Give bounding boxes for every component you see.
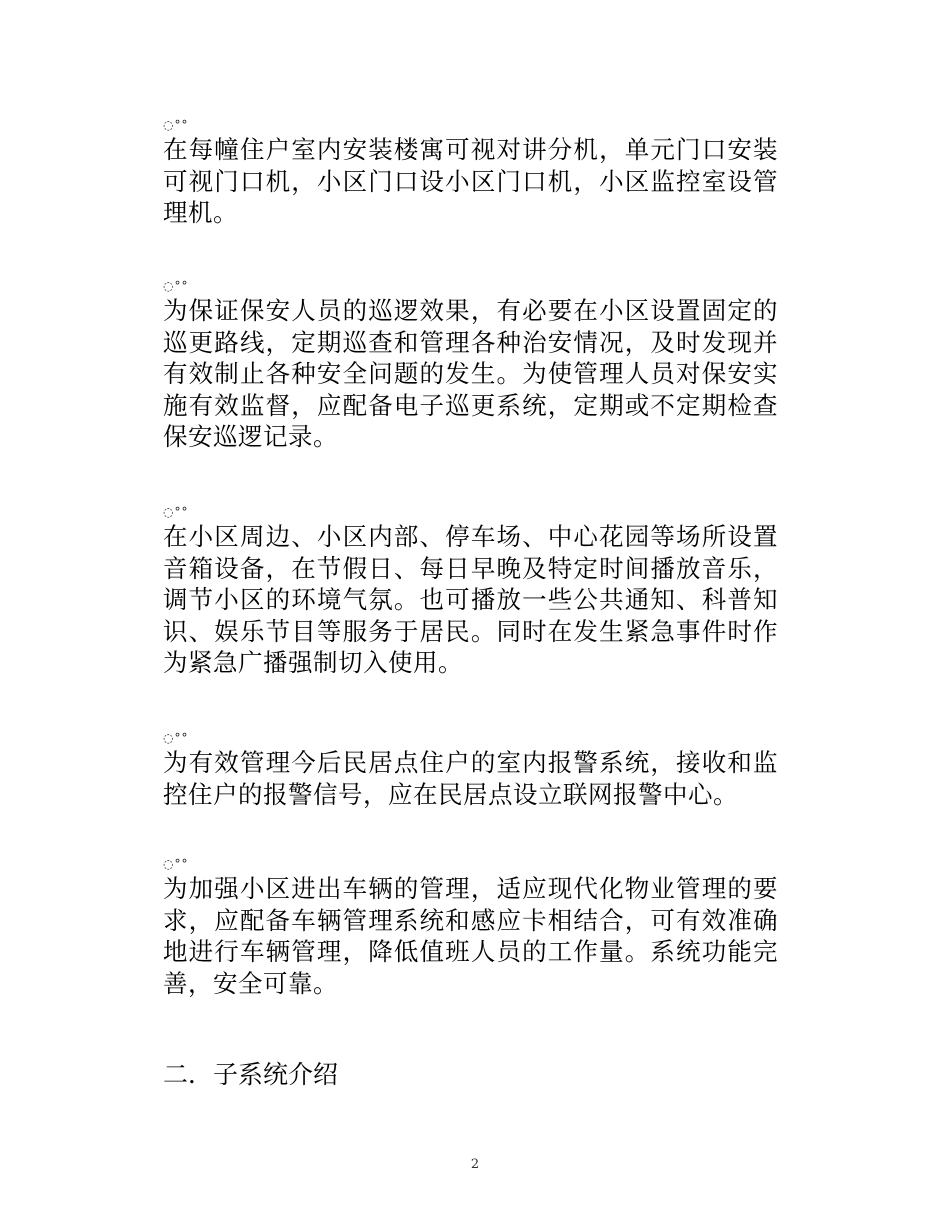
- paragraph-parking: 为加强小区进出车辆的管理，适应现代化物业管理的要求，应配备车辆管理系统和感应卡相结合，可有效准确地进行车辆管理，降低值班人员的工作量。系统功能完善，安全可靠。: [163, 874, 778, 998]
- section-alarm: [163, 731, 778, 810]
- paragraph-intercom: 在每幢住户室内安装楼寓可视对讲分机，单元门口安装可视门口机，小区门口设小区门口机，小区监控室设管理机。: [163, 135, 778, 227]
- paragraph-broadcast: 在小区周边、小区内部、停车场、中心花园等场所设置音箱设备，在节假日、每日早晚及特定时间播放音乐，调节小区的环境气氛。也可播放一些公共通知、科普知识、娱乐节目等服务于居民。同时在发生紧急事件时作为紧急广播强制切入使用。: [163, 522, 778, 677]
- page-number: 2: [470, 1157, 480, 1172]
- section-patrol: [163, 279, 778, 453]
- section-heading: 二．子系统介绍: [163, 1060, 339, 1089]
- section-intercom: [163, 118, 778, 229]
- bullet-marker: ◌°°: [163, 731, 189, 745]
- paragraph-patrol: 为保证保安人员的巡逻效果，有必要在小区设置固定的巡更路线，定期巡查和管理各种治安情况，及时发现并有效制止各种安全问题的发生。为使管理人员对保安实施有效监督，应配备电子巡更系统，定期或不定期检查保安巡逻记录。: [163, 296, 778, 451]
- bullet-marker: ◌°°: [163, 118, 189, 132]
- section-broadcast: [163, 505, 778, 679]
- bullet-marker: ◌°°: [163, 279, 189, 293]
- paragraph-alarm: 为有效管理今后民居点住户的室内报警系统，接收和监控住户的报警信号，应在民居点设立联网报警中心。: [163, 748, 778, 809]
- bullet-marker: ◌°°: [163, 857, 189, 871]
- section-parking: [163, 857, 778, 999]
- bullet-marker: ◌°°: [163, 505, 189, 519]
